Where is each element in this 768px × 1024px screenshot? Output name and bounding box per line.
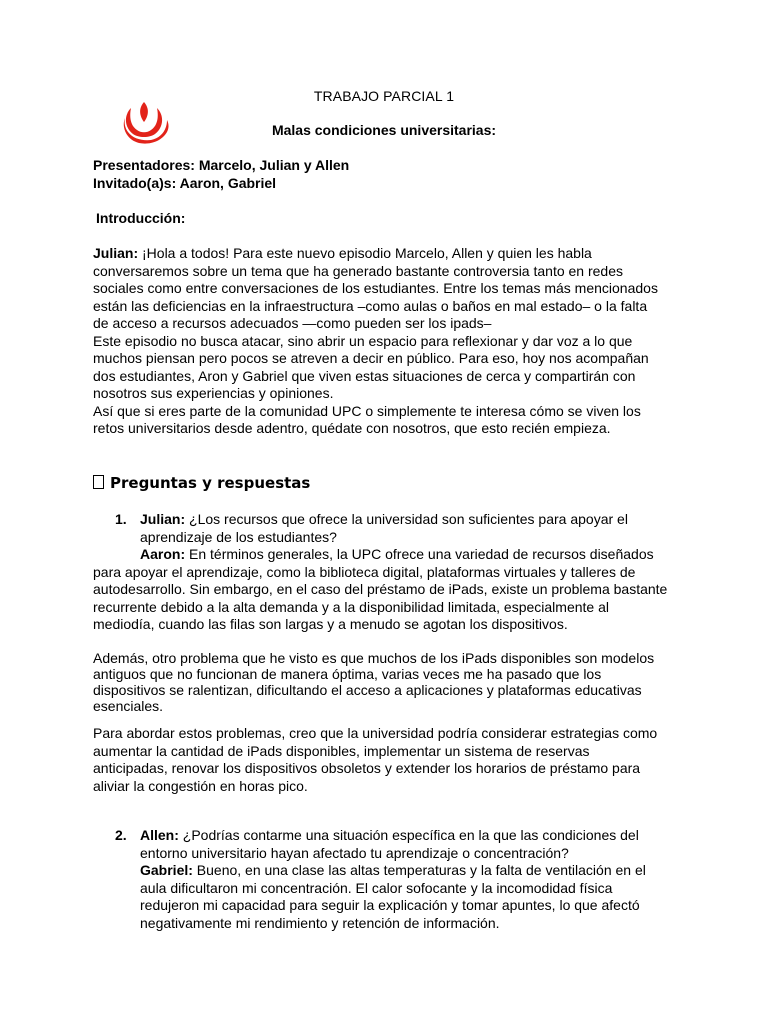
- answer-line: antiguos que no funcionan de manera óptima, varias veces me ha pasado que los: [93, 666, 602, 682]
- document-subtitle: Malas condiciones universitarias:: [271, 122, 497, 138]
- answer-line: dispositivos se ralentizan, dificultando el acceso a aplicaciones y plataformas educativas: [93, 682, 642, 698]
- answer-line: para apoyar el aprendizaje, como la biblioteca digital, plataformas virtuales y talleres de: [93, 563, 636, 580]
- intro-line: dos estudiantes, Aron y Gabriel que viven estas situaciones de cerca y compartirán con: [93, 367, 636, 384]
- item-number: 1.: [115, 511, 127, 527]
- qa-item-2: [93, 827, 708, 932]
- intro-line: conversaremos sobre un tema que ha generado bastante controversia tanto en redes: [93, 262, 623, 279]
- answer-paragraph-2: [93, 650, 693, 714]
- question-line: entorno universitario hayan afectado tu aprendizaje o concentración?: [140, 844, 569, 861]
- intro-line: Así que si eres parte de la comunidad UPC o simplemente te interesa cómo se viven los: [93, 402, 641, 419]
- answer-line: Además, otro problema que he visto es que muchos de los iPads disponibles son modelos: [93, 650, 655, 666]
- answer-paragraph-3: [93, 725, 693, 795]
- intro-heading: Introducción:: [96, 210, 186, 226]
- speaker-label: Aaron:: [140, 546, 186, 562]
- question-line: Allen: ¿Podrías contarme una situación específica en la que las condiciones del: [140, 827, 639, 843]
- question-line: Julian: ¿Los recursos que ofrece la universidad son suficientes para apoyar el: [140, 511, 628, 527]
- qa-heading: Preguntas y respuestas: [93, 474, 310, 492]
- presenters-block: [93, 157, 693, 192]
- intro-line: de acceso a recursos adecuados —como pueden ser los ipads–: [93, 315, 492, 331]
- intro-line: nosotros sus experiencias y opiniones.: [93, 385, 334, 401]
- answer-line: mediodía, cuando las filas son largas y a menudo se agotan los dispositivos.: [93, 616, 568, 632]
- answer-line: Para abordar estos problemas, creo que la universidad podría considerar estrategias como: [93, 725, 658, 741]
- answer-line: recurrente debido a la alta demanda y a la disponibilidad limitada, especialmente al: [93, 598, 609, 615]
- speaker-label: Julian:: [140, 511, 186, 527]
- answer-line: aumentar la cantidad de iPads disponibles, implementar un sistema de reservas: [93, 742, 590, 759]
- answer-line: Gabriel: Bueno, en una clase las altas temperaturas y la falta de ventilación en el: [140, 862, 646, 878]
- speaker-label: Julian:: [93, 245, 139, 261]
- answer-line: anticipadas, renovar los dispositivos obsoletos y extender los horarios de préstamo para: [93, 760, 641, 776]
- answer-line: aula dificultaron mi concentración. El calor sofocante y la incomodidad física: [140, 879, 613, 896]
- speaker-label: Gabriel:: [140, 862, 193, 878]
- answer-line: esenciales.: [93, 698, 164, 714]
- answer-line: Aaron: En términos generales, la UPC ofrece una variedad de recursos diseñados: [140, 546, 654, 562]
- answer-line: aliviar la congestión en horas pico.: [93, 777, 308, 794]
- question-line: aprendizaje de los estudiantes?: [140, 528, 337, 545]
- presenters-line: Presentadores: Marcelo, Julian y Allen: [93, 157, 350, 173]
- answer-line: autodesarrollo. Sin embargo, en el caso del préstamo de iPads, existe un problema bastante: [93, 581, 668, 597]
- intro-line: retos universitarios desde adentro, quédate con nosotros, que esto recién empieza.: [93, 420, 611, 436]
- document-title: TRABAJO PARCIAL 1: [313, 88, 455, 104]
- intro-line: Julian: ¡Hola a todos! Para este nuevo episodio Marcelo, Allen y quien les habla: [93, 245, 592, 261]
- guests-line: Invitado(a)s: Aaron, Gabriel: [93, 174, 277, 191]
- intro-line: sociales como entre conversaciones de los estudiantes. Entre los temas más mencionados: [93, 280, 658, 296]
- missing-glyph-icon: [93, 475, 104, 489]
- intro-line: Este episodio no busca atacar, sino abrir un espacio para reflexionar y dar voz a lo que: [93, 332, 633, 349]
- item-number: 2.: [115, 827, 127, 843]
- answer-line: redujeron mi capacidad para seguir la explicación y tomar apuntes, lo que afectó: [140, 897, 640, 913]
- speaker-label: Allen:: [140, 827, 179, 843]
- qa-item-1: [93, 511, 708, 634]
- intro-paragraph: [93, 245, 693, 438]
- answer-line: negativamente mi rendimiento y retención de información.: [140, 914, 500, 931]
- intro-line: están las deficiencias en la infraestructura –como aulas o baños en mal estado– o la falta: [93, 297, 648, 314]
- intro-line: muchos piensan pero pocos se atreven a decir en público. Para eso, hoy nos acompañan: [93, 350, 649, 366]
